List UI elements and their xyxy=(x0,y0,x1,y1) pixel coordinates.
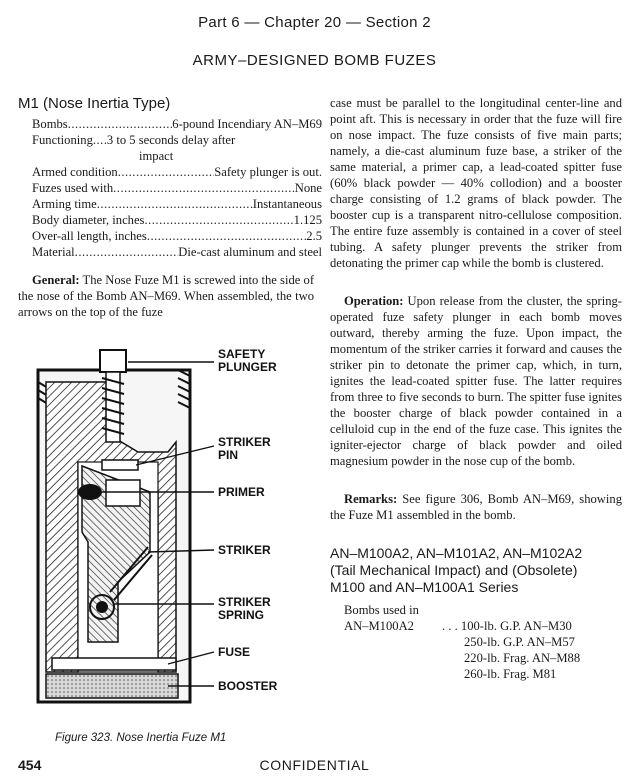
label-striker-spring-1: STRIKER xyxy=(218,595,271,609)
series-heading-1: AN–M100A2, AN–M101A2, AN–M102A2 xyxy=(330,545,583,561)
spec-row-length: Over-all length, inches ..... 2.5 xyxy=(32,228,322,244)
series-heading-3: M100 and AN–M100A1 Series xyxy=(330,579,519,595)
figure-caption: Figure 323. Nose Inertia Fuze M1 xyxy=(55,732,227,744)
m1-heading: M1 (Nose Inertia Type) xyxy=(18,95,171,112)
left-column xyxy=(18,95,322,320)
bomb-row: 260-lb. Frag. M81 xyxy=(464,667,557,681)
operation-paragraph: Operation: Upon release from the cluster, the spring-operated fuze safety plunger in each bomb moves outward, thereby arming the fuze. Upon impact, the momentum of the striker carries it forward and causes the striker pin to detonate the primer cap, which, in turn, ignites the lead-coated spitter fuse. The latter requires from three to five seconds to burn. The spitter fuse ignites the booster charge of black powder contained in a celluloid cup in the end of the fuze case. This ignites the igniter-ejector charge of black powder and oiled magnesium powder in the nose cup of the bomb. xyxy=(330,294,622,468)
label-primer: PRIMER xyxy=(218,485,265,499)
page-number: 454 xyxy=(18,757,42,773)
right-column xyxy=(330,95,622,682)
running-header: Part 6 — Chapter 20 — Section 2 xyxy=(198,14,431,31)
fuze-diagram xyxy=(18,342,314,722)
spec-row-material: Material ..... Die-cast aluminum and steel xyxy=(32,244,322,260)
bomb-row: 220-lb. Frag. AN–M88 xyxy=(464,651,581,665)
operation-label: Operation: xyxy=(344,294,404,308)
spec-table xyxy=(18,116,322,260)
general-label: General: xyxy=(32,273,80,287)
bomb-row: 250-lb. G.P. AN–M57 xyxy=(464,635,575,649)
spec-row-armed: Armed condition ..... Safety plunger is out. xyxy=(32,164,322,180)
classification-marking: CONFIDENTIAL xyxy=(259,757,370,773)
spec-row-functioning: Functioning ..... 3 to 5 seconds delay after xyxy=(32,132,322,148)
label-striker-spring-2: SPRING xyxy=(218,608,265,622)
label-striker: STRIKER xyxy=(218,543,271,557)
label-safety-plunger-1: SAFETY xyxy=(218,347,266,361)
label-fuse: FUSE xyxy=(218,645,251,659)
bomb-row: AN–M100A2 . . . 100-lb. G.P. AN–M30 xyxy=(344,619,572,633)
label-safety-plunger-2: PLUNGER xyxy=(218,360,277,374)
spec-row-bombs: Bombs ..... 6-pound Incendiary AN–M69 xyxy=(32,116,322,132)
spec-row-diameter: Body diameter, inches ..... 1.125 xyxy=(32,212,322,228)
remarks-paragraph: Remarks: See figure 306, Bomb AN–M69, showing the Fuze M1 assembled in the bomb. xyxy=(330,492,622,522)
striker-pin xyxy=(102,460,138,470)
bombs-used-list xyxy=(330,602,622,682)
page-title: ARMY–DESIGNED BOMB FUZES xyxy=(192,52,437,69)
label-striker-pin-2: PIN xyxy=(218,448,239,462)
spec-row-arming-time: Arming time ..... Instantaneous xyxy=(32,196,322,212)
series-heading-2: (Tail Mechanical Impact) and (Obsolete) xyxy=(330,562,578,578)
spitter-fuse xyxy=(52,658,176,670)
general-paragraph: General: The Nose Fuze M1 is screwed into the side of the nose of the Bomb AN–M69. When assembled, the two arrows on the top of the fuze xyxy=(18,273,315,319)
spec-row-functioning-cont: impact xyxy=(139,149,174,163)
primer xyxy=(78,484,102,500)
remarks-label: Remarks: xyxy=(344,492,398,506)
general-continuation: case must be parallel to the longitudinal center-line and point aft. This is necessary in order that the fuze will fire on nose impact. The fuze consists of five main parts; namely, a die-cast aluminum fuze base, a striker of the same material, a primer cap, a lead-coated spitter fuse (60% black powder — 40% collodion) and a booster charge consisting of 1.2 grams of black powder. The booster cup is a transparent nitro-cellulose composition. The entire fuze assembly is contained in a cover of steel tubing. A safety plunger prevents the striker from detonating the primer cap while the bomb is clustered. xyxy=(330,96,622,270)
spec-row-fuzes-used: Fuzes used with ..... None xyxy=(32,180,322,196)
label-booster: BOOSTER xyxy=(218,679,278,693)
booster-charge xyxy=(46,674,178,698)
safety-plunger xyxy=(100,350,126,372)
label-striker-pin-1: STRIKER xyxy=(218,435,271,449)
bombs-used-label: Bombs used in xyxy=(344,603,419,617)
